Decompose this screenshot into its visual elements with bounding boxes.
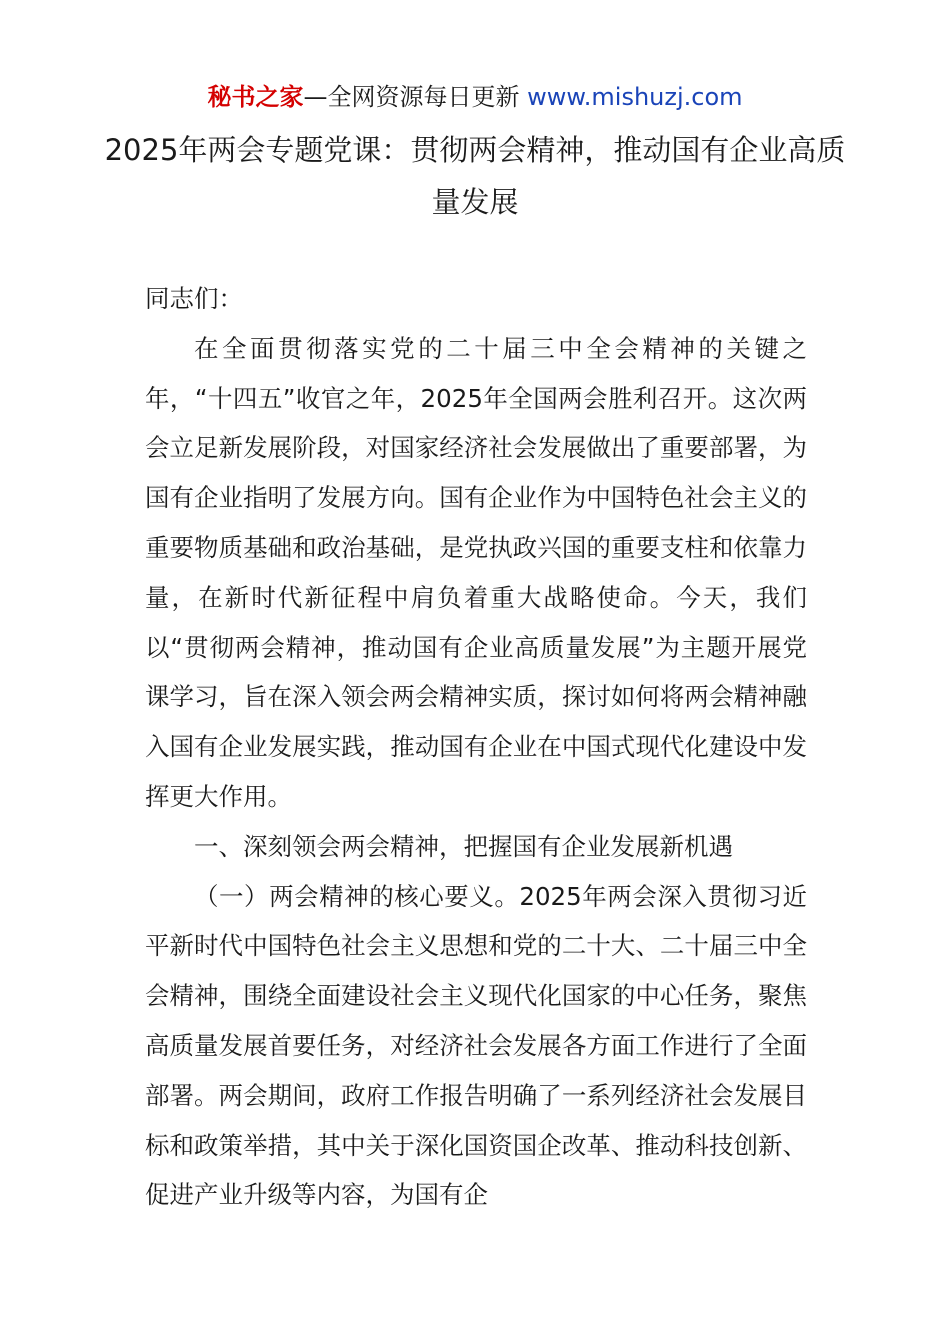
site-tagline: —全网资源每日更新 <box>303 83 520 111</box>
site-url-link[interactable]: www.mishuzj.com <box>527 83 743 111</box>
section-heading-1: 一、深刻领会两会精神，把握国有企业发展新机遇 <box>194 831 733 861</box>
site-brand: 秘书之家 <box>207 83 304 111</box>
site-header <box>0 80 950 114</box>
document-body <box>145 274 807 1220</box>
paragraph-section-1-1: （一）两会精神的核心要义。2025年两会深入贯彻习近平新时代中国特色社会主义思想和党的二十大、二十届三中全会精神，围绕全面建设社会主义现代化国家的中心任务，聚焦高质量发展首要任务，对经济社会发展各方面工作进行了全面部署。两会期间，政府工作报告明确了一系列经济社会发展目标和政策举措，其中关于深化国资国企改革、推动科技创新、促进产业升级等内容，为国有企 <box>145 881 807 1210</box>
document-title: 2025年两会专题党课：贯彻两会精神，推动国有企业高质量发展 <box>104 133 846 219</box>
salutation: 同志们： <box>145 284 243 313</box>
paragraph-intro: 在全面贯彻落实党的二十届三中全会精神的关键之年，“十四五”收官之年，2025年全国两会胜利召开。这次两会立足新发展阶段，对国家经济社会发展做出了重要部署，为国有企业指明了发展方向。国有企业作为中国特色社会主义的重要物质基础和政治基础，是党执政兴国的重要支柱和依靠力量，在新时代新征程中肩负着重大战略使命。今天，我们以“贯彻两会精神，推动国有企业高质量发展”为主题开展党课学习，旨在深入领会两会精神实质，探讨如何将两会精神融入国有企业发展实践，推动国有企业在中国式现代化建设中发挥更大作用。 <box>145 333 807 811</box>
